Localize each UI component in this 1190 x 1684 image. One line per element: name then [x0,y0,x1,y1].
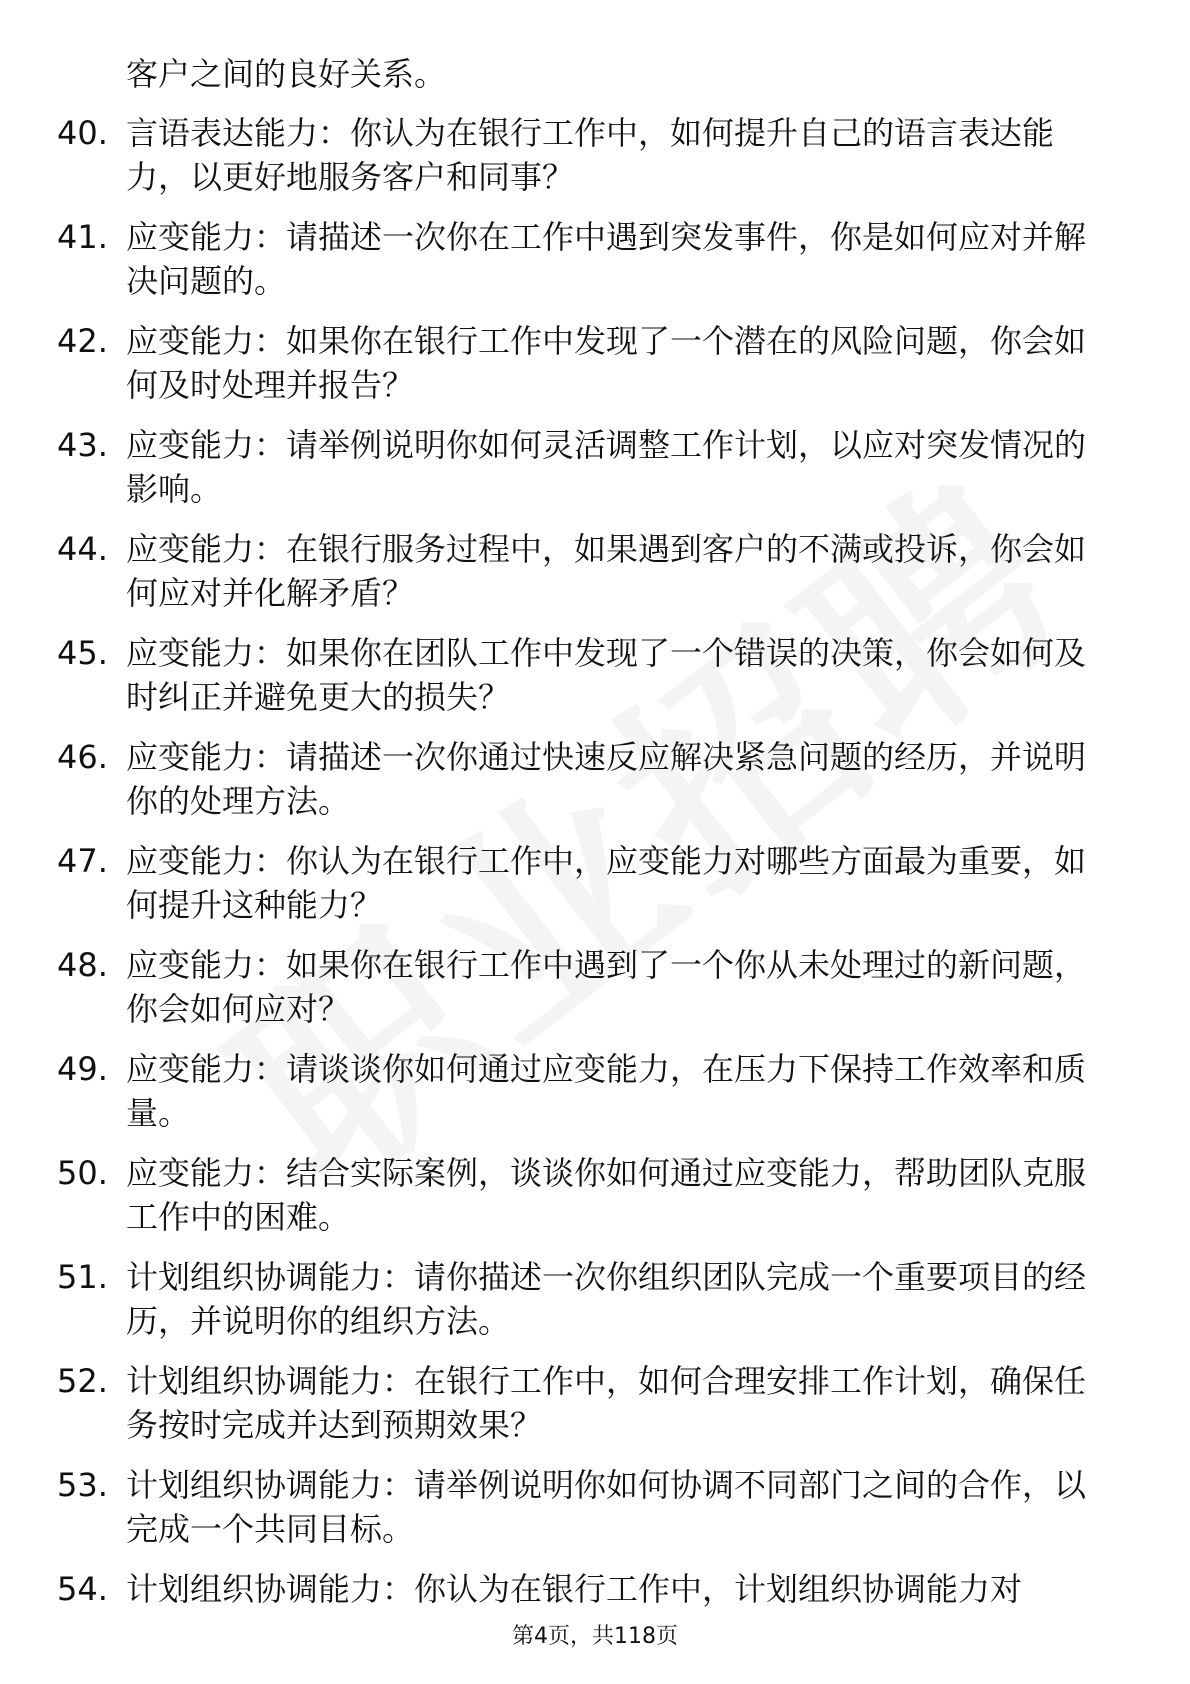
list-item [0,735,1190,827]
question-text: 计划组织协调能力：请举例说明你如何协调不同部门之间的合作，以完成一个共同目标。 [126,1466,1087,1548]
question-text: 计划组织协调能力：在银行工作中，如何合理安排工作计划，确保任务按时完成并达到预期效果？ [126,1362,1087,1444]
list-item [0,1463,1190,1555]
question-number: 46. [57,738,108,776]
question-number: 42. [57,322,108,360]
question-text: 应变能力：如果你在团队工作中发现了一个错误的决策，你会如何及时纠正并避免更大的损失？ [126,634,1087,716]
question-text: 应变能力：结合实际案例，谈谈你如何通过应变能力，帮助团队克服工作中的困难。 [126,1154,1087,1236]
question-text: 应变能力：你认为在银行工作中，应变能力对哪些方面最为重要，如何提升这种能力？ [126,842,1087,924]
question-number: 52. [57,1362,108,1400]
question-number: 53. [57,1466,108,1504]
question-number: 48. [57,946,108,984]
list-item [0,215,1190,307]
question-number: 54. [57,1570,108,1608]
list-item [0,1359,1190,1451]
question-list [0,111,1190,1623]
list-item [0,631,1190,723]
question-number: 43. [57,426,108,464]
question-number: 49. [57,1050,108,1088]
list-item [0,423,1190,515]
list-item [0,111,1190,203]
question-number: 45. [57,634,108,672]
list-item [0,1047,1190,1139]
question-text: 应变能力：如果你在银行工作中发现了一个潜在的风险问题，你会如何及时处理并报告？ [126,322,1087,404]
question-number: 50. [57,1154,108,1192]
page-footer: 第4页，共118页 [512,1624,678,1649]
question-number: 44. [57,530,108,568]
question-number: 41. [57,218,108,256]
question-text: 应变能力：如果你在银行工作中遇到了一个你从未处理过的新问题，你会如何应对？ [126,946,1087,1028]
question-text: 应变能力：请描述一次你在工作中遇到突发事件，你是如何应对并解决问题的。 [126,218,1087,300]
question-number: 40. [57,114,108,152]
list-item [0,1151,1190,1243]
question-text: 应变能力：请描述一次你通过快速反应解决紧急问题的经历，并说明你的处理方法。 [126,738,1087,820]
list-item [0,839,1190,931]
question-text: 应变能力：请举例说明你如何灵活调整工作计划，以应对突发情况的影响。 [126,426,1087,508]
question-text: 应变能力：请谈谈你如何通过应变能力，在压力下保持工作效率和质量。 [126,1050,1087,1132]
list-item [0,1255,1190,1347]
list-item [0,1567,1190,1611]
question-text: 计划组织协调能力：请你描述一次你组织团队完成一个重要项目的经历，并说明你的组织方法。 [126,1258,1087,1340]
question-text: 计划组织协调能力：你认为在银行工作中，计划组织协调能力对 [126,1570,1023,1608]
question-number: 51. [57,1258,108,1296]
list-item [0,527,1190,619]
list-item [0,319,1190,411]
question-number: 47. [57,842,108,880]
list-item [0,943,1190,1035]
continuation-text: 客户之间的良好关系。 [126,55,447,93]
question-text: 应变能力：在银行服务过程中，如果遇到客户的不满或投诉，你会如何应对并化解矛盾？ [126,530,1087,612]
question-text: 言语表达能力：你认为在银行工作中，如何提升自己的语言表达能力，以更好地服务客户和同事？ [126,114,1055,196]
